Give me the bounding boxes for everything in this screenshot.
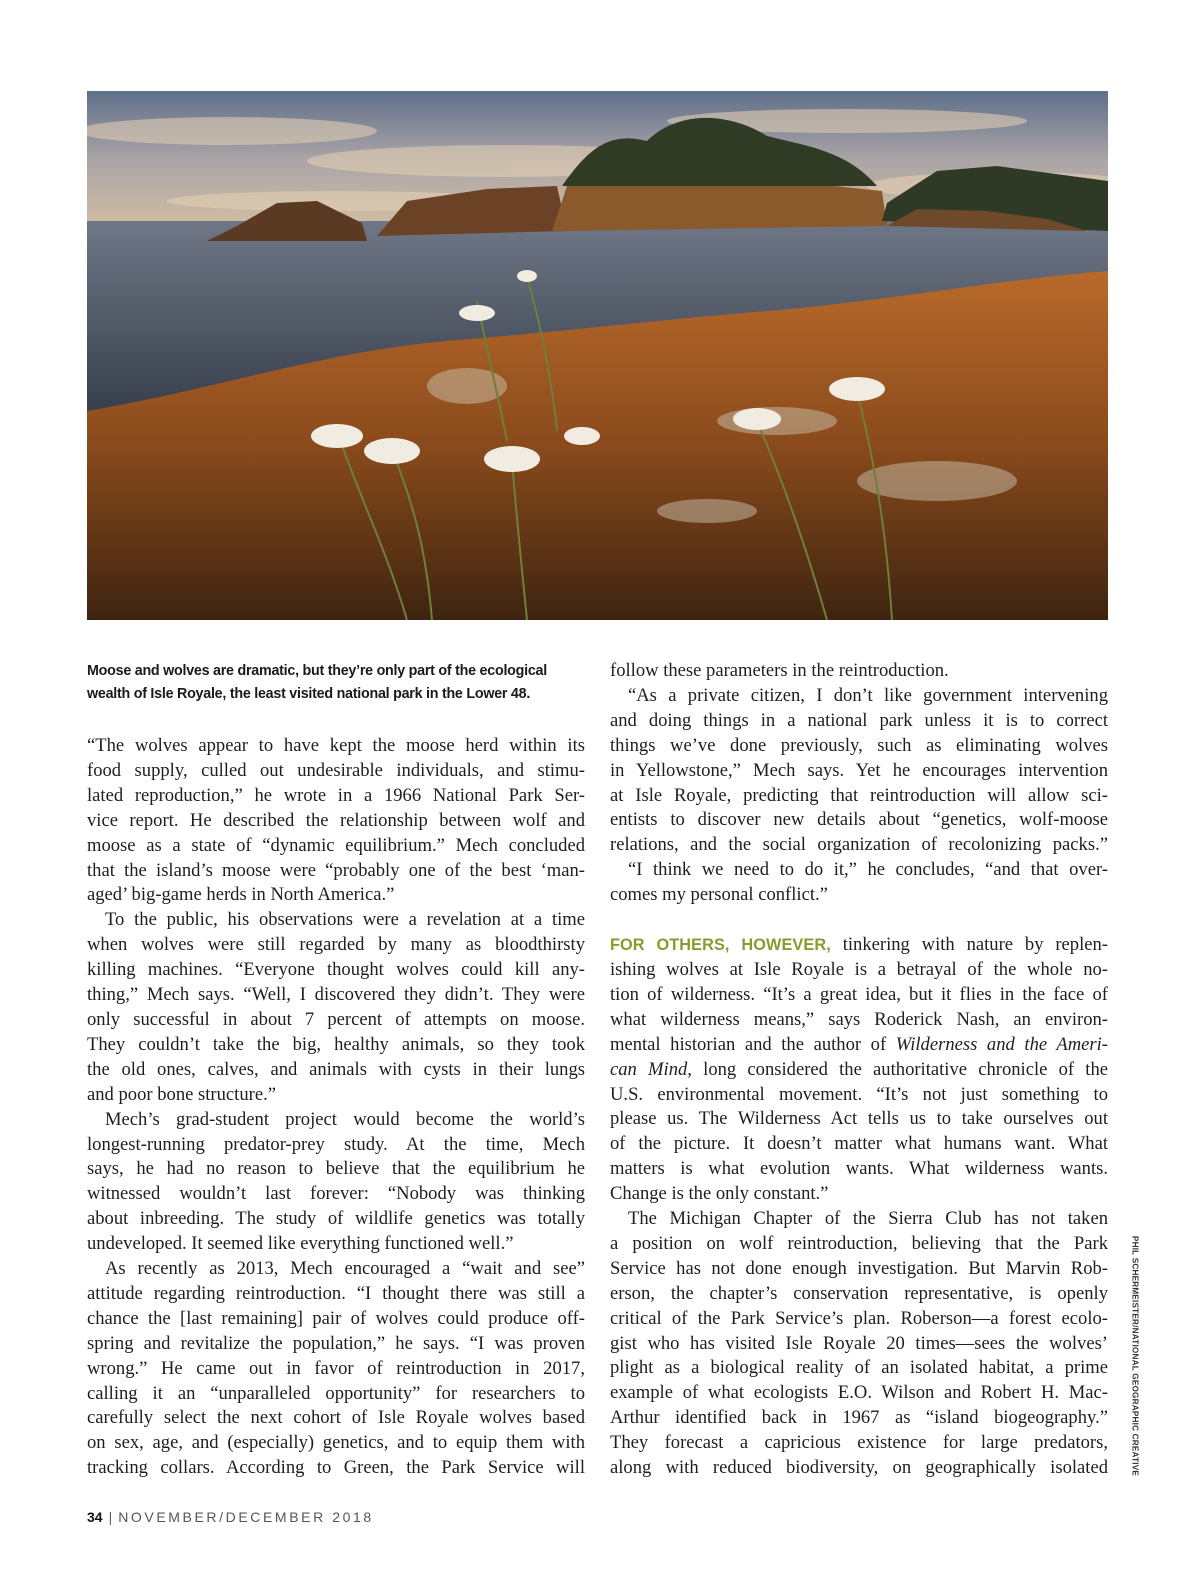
text-line: chance the [last remaining] pair of wolves could produce off- (87, 1307, 585, 1329)
text-line: wrong.” He came out in favor of reintroduction in 2017, (87, 1357, 585, 1379)
photo-credit (1124, 1235, 1146, 1476)
text-line: calling it an “unparalleled opportunity” for researchers to (87, 1382, 585, 1404)
text-fragment: tinkering with nature by replen- (830, 934, 1108, 956)
text-line: food supply, culled out undesirable individuals, and stimu- (87, 759, 585, 781)
text-line: Service has not done enough investigation. But Marvin Rob- (610, 1257, 1108, 1279)
left-column (87, 734, 585, 1481)
text-line: when wolves were still regarded by many as bloodthirsty (87, 934, 585, 956)
text-line: follow these parameters in the reintroduction. (610, 660, 949, 681)
hero-photo (87, 91, 1108, 620)
text-line: that the island’s moose were “probably one of the best ‘man- (87, 859, 585, 881)
text-line: longest-running predator-prey study. At the time, Mech (87, 1133, 585, 1155)
text-line: U.S. environmental movement. “It’s not just something to (610, 1083, 1108, 1105)
text-line: lated reproduction,” he wrote in a 1966 National Park Ser- (87, 784, 585, 806)
text-fragment: long considered the authoritative chronicle of the (691, 1058, 1108, 1080)
section-break (610, 908, 1108, 933)
text-line: says, he had no reason to believe that the equilibrium he (87, 1158, 585, 1180)
text-line: aged’ big-game herds in North America.” (87, 884, 395, 906)
text-line: They couldn’t take the big, healthy animals, so they took (87, 1033, 585, 1055)
text-line: matters is what evolution wants. What wilderness wants. (610, 1158, 1108, 1180)
text-line: only successful in about 7 percent of attempts on moose. (87, 1008, 585, 1030)
caption-line: Moose and wolves are dramatic, but they’re only part of the ecological (87, 663, 547, 679)
photo-credit-text: PHIL SCHERMEISTER/NATIONAL GEOGRAPHIC CREATIVE (1130, 1235, 1140, 1476)
text-line: please us. The Wilderness Act tells us to take ourselves out (610, 1108, 1108, 1130)
text-line: moose as a state of “dynamic equilibrium.” Mech concluded (87, 834, 585, 856)
text-line: “The wolves appear to have kept the moose herd within its (87, 735, 585, 756)
page-number: 34 (87, 1509, 103, 1525)
text-fragment: mental historian and the author of (610, 1033, 896, 1055)
text-line: vice report. He described the relationship between wolf and (87, 809, 585, 831)
footer-separator: | (108, 1509, 113, 1525)
text-line (610, 1033, 1108, 1058)
text-line: They forecast a capricious existence for large predators, (610, 1432, 1108, 1454)
text-line: undeveloped. It seemed like everything functioned well.” (87, 1233, 514, 1255)
text-line: a position on wolf reintroduction, believing that the Park (610, 1232, 1108, 1254)
shoreline-photo-illustration (87, 91, 1108, 620)
section-lead-in: FOR OTHERS, HOWEVER, (610, 936, 831, 955)
text-line: at Isle Royale, predicting that reintroduction will allow sci- (610, 784, 1108, 806)
text-line: thing,” Mech says. “Well, I discovered they didn’t. They were (87, 984, 585, 1006)
photo-caption (87, 660, 587, 706)
text-line: Change is the only constant.” (610, 1183, 829, 1205)
text-line: “As a private citizen, I don’t like government intervening (628, 684, 1108, 706)
text-line: entists to discover new details about “genetics, wolf-moose (610, 809, 1108, 831)
text-line: and doing things in a national park unless it is to correct (610, 709, 1108, 731)
text-line: what wilderness means,” says Roderick Nash, an environ- (610, 1008, 1108, 1030)
book-title: can Mind, (610, 1058, 692, 1080)
text-line: ishing wolves at Isle Royale is a betrayal of the whole no- (610, 958, 1108, 980)
issue-date: NOVEMBER/DECEMBER 2018 (118, 1509, 374, 1525)
text-line: of the picture. It doesn’t matter what humans want. What (610, 1133, 1108, 1155)
text-line: erson, the chapter’s conservation representative, is openly (610, 1282, 1108, 1304)
text-line: the old ones, calves, and animals with cysts in their lungs (87, 1058, 585, 1080)
text-line: “I think we need to do it,” he concludes, “and that over- (628, 859, 1108, 881)
text-line: in Yellowstone,” Mech says. Yet he encourages intervention (610, 759, 1108, 781)
text-line: Arthur identified back in 1967 as “island biogeography.” (610, 1407, 1108, 1429)
text-line: on sex, age, and (especially) genetics, and to equip them with (87, 1432, 585, 1454)
text-line: things we’ve done previously, such as eliminating wolves (610, 734, 1108, 756)
book-title: Wilderness and the Ameri- (895, 1033, 1108, 1055)
text-line: along with reduced biodiversity, on geographically isolated (610, 1457, 1108, 1479)
text-line: killing machines. “Everyone thought wolves could kill any- (87, 959, 585, 981)
text-line: and poor bone structure.” (87, 1083, 276, 1105)
text-line: critical of the Park Service’s plan. Roberson—a forest ecolo- (610, 1307, 1108, 1329)
text-line: To the public, his observations were a revelation at a time (105, 909, 585, 931)
text-line: about inbreeding. The study of wildlife genetics was totally (87, 1208, 585, 1230)
text-line: comes my personal conflict.” (610, 884, 828, 906)
text-line: tracking collars. According to Green, the Park Service will (87, 1457, 585, 1479)
text-line: example of what ecologists E.O. Wilson and Robert H. Mac- (610, 1382, 1108, 1404)
text-line (610, 933, 1108, 958)
caption-line: wealth of Isle Royale, the least visited national park in the Lower 48. (87, 686, 531, 702)
text-line: plight as a biological reality of an isolated habitat, a prime (610, 1357, 1108, 1379)
text-line: tion of wilderness. “It’s a great idea, but it flies in the face of (610, 983, 1108, 1005)
text-line: Mech’s grad-student project would become the world’s (105, 1108, 585, 1130)
text-line: spring and revitalize the population,” he says. “I was proven (87, 1332, 585, 1354)
text-line (610, 1058, 1108, 1083)
text-line: gist who has visited Isle Royale 20 times—sees the wolves’ (610, 1332, 1108, 1354)
text-line: relations, and the social organization of recolonizing packs.” (610, 834, 1108, 856)
page-footer (87, 1509, 374, 1525)
text-line: attitude regarding reintroduction. “I thought there was still a (87, 1282, 585, 1304)
text-line: carefully select the next cohort of Isle Royale wolves based (87, 1407, 585, 1429)
right-column (610, 659, 1108, 1481)
text-line: The Michigan Chapter of the Sierra Club has not taken (628, 1208, 1108, 1230)
text-line: As recently as 2013, Mech encouraged a “wait and see” (105, 1258, 585, 1280)
text-line: witnessed wouldn’t last forever: “Nobody was thinking (87, 1183, 585, 1205)
